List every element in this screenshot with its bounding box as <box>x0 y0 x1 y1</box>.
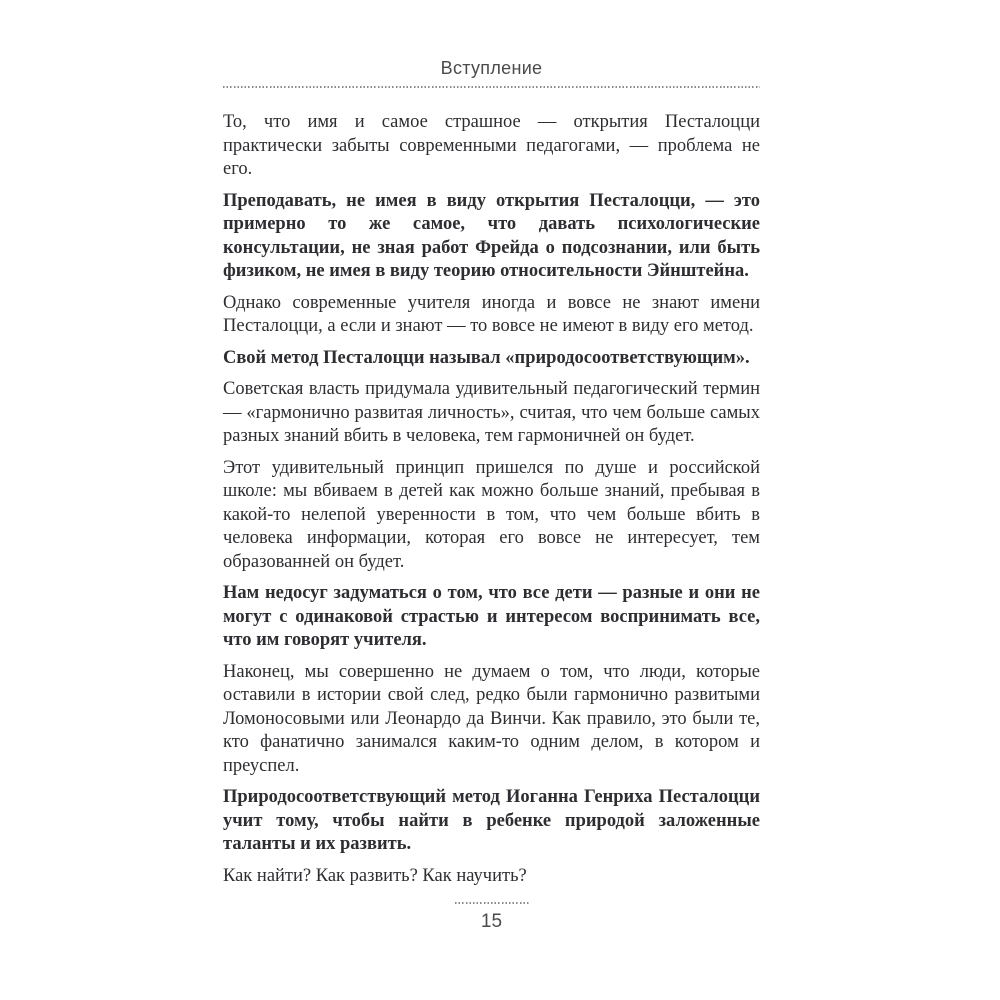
paragraph: То, что имя и самое страшное — открытия Песталоцци практически забыты современными педагогами, — проблема не его. <box>223 112 760 179</box>
paragraph: Нам недосуг задуматься о том, что все дети — разные и они не могут с одинаковой страстью и интересом воспринимать все, что им говорят учителя. <box>223 583 760 650</box>
paragraph: Как найти? Как развить? Как научить? <box>223 865 527 886</box>
paragraph: Наконец, мы совершенно не думаем о том, что люди, которые оставили в истории свой след, редко были гармонично развитыми Ломоносовыми или Леонардо да Винчи. Как правило, это были те, кто фанатично занимался каким-то одним делом, в котором и преуспел. <box>223 661 760 776</box>
footer-dotted-rule <box>455 902 529 904</box>
chapter-header-title: Вступление <box>440 58 543 78</box>
paragraph: Природосоответствующий метод Иоганна Генриха Песталоцци учит тому, чтобы найти в ребенке природой заложенные таланты и их развить. <box>223 787 760 854</box>
page-number: 15 <box>480 911 503 932</box>
header-dotted-rule <box>223 86 760 88</box>
paragraph: Преподавать, не имея в виду открытия Песталоцци, — это примерно то же самое, что давать психологические консультации, не зная работ Фрейда о подсознании, или быть физиком, не имея в виду теорию относительности Эйнштейна. <box>223 190 760 281</box>
paragraph: Советская власть придумала удивительный педагогический термин — «гармонично развитая личность», считая, что чем больше самых разных знаний вбить в человека, тем гармоничней он будет. <box>223 379 760 446</box>
page-column <box>223 56 760 933</box>
paragraph: Свой метод Песталоцци называл «природосоответствующим». <box>223 347 750 368</box>
paragraph: Этот удивительный принцип пришелся по душе и российской школе: мы вбиваем в детей как можно больше знаний, пребывая в какой-то нелепой уверенности в том, что чем больше вбить в человека информации, которая его вовсе не интересует, тем образованней он будет. <box>223 457 760 572</box>
paragraph: Однако современные учителя иногда и вовсе не знают имени Песталоцци, а если и знают — то вовсе не имеют в виду его метод. <box>223 292 760 336</box>
body-paragraphs <box>223 111 760 888</box>
